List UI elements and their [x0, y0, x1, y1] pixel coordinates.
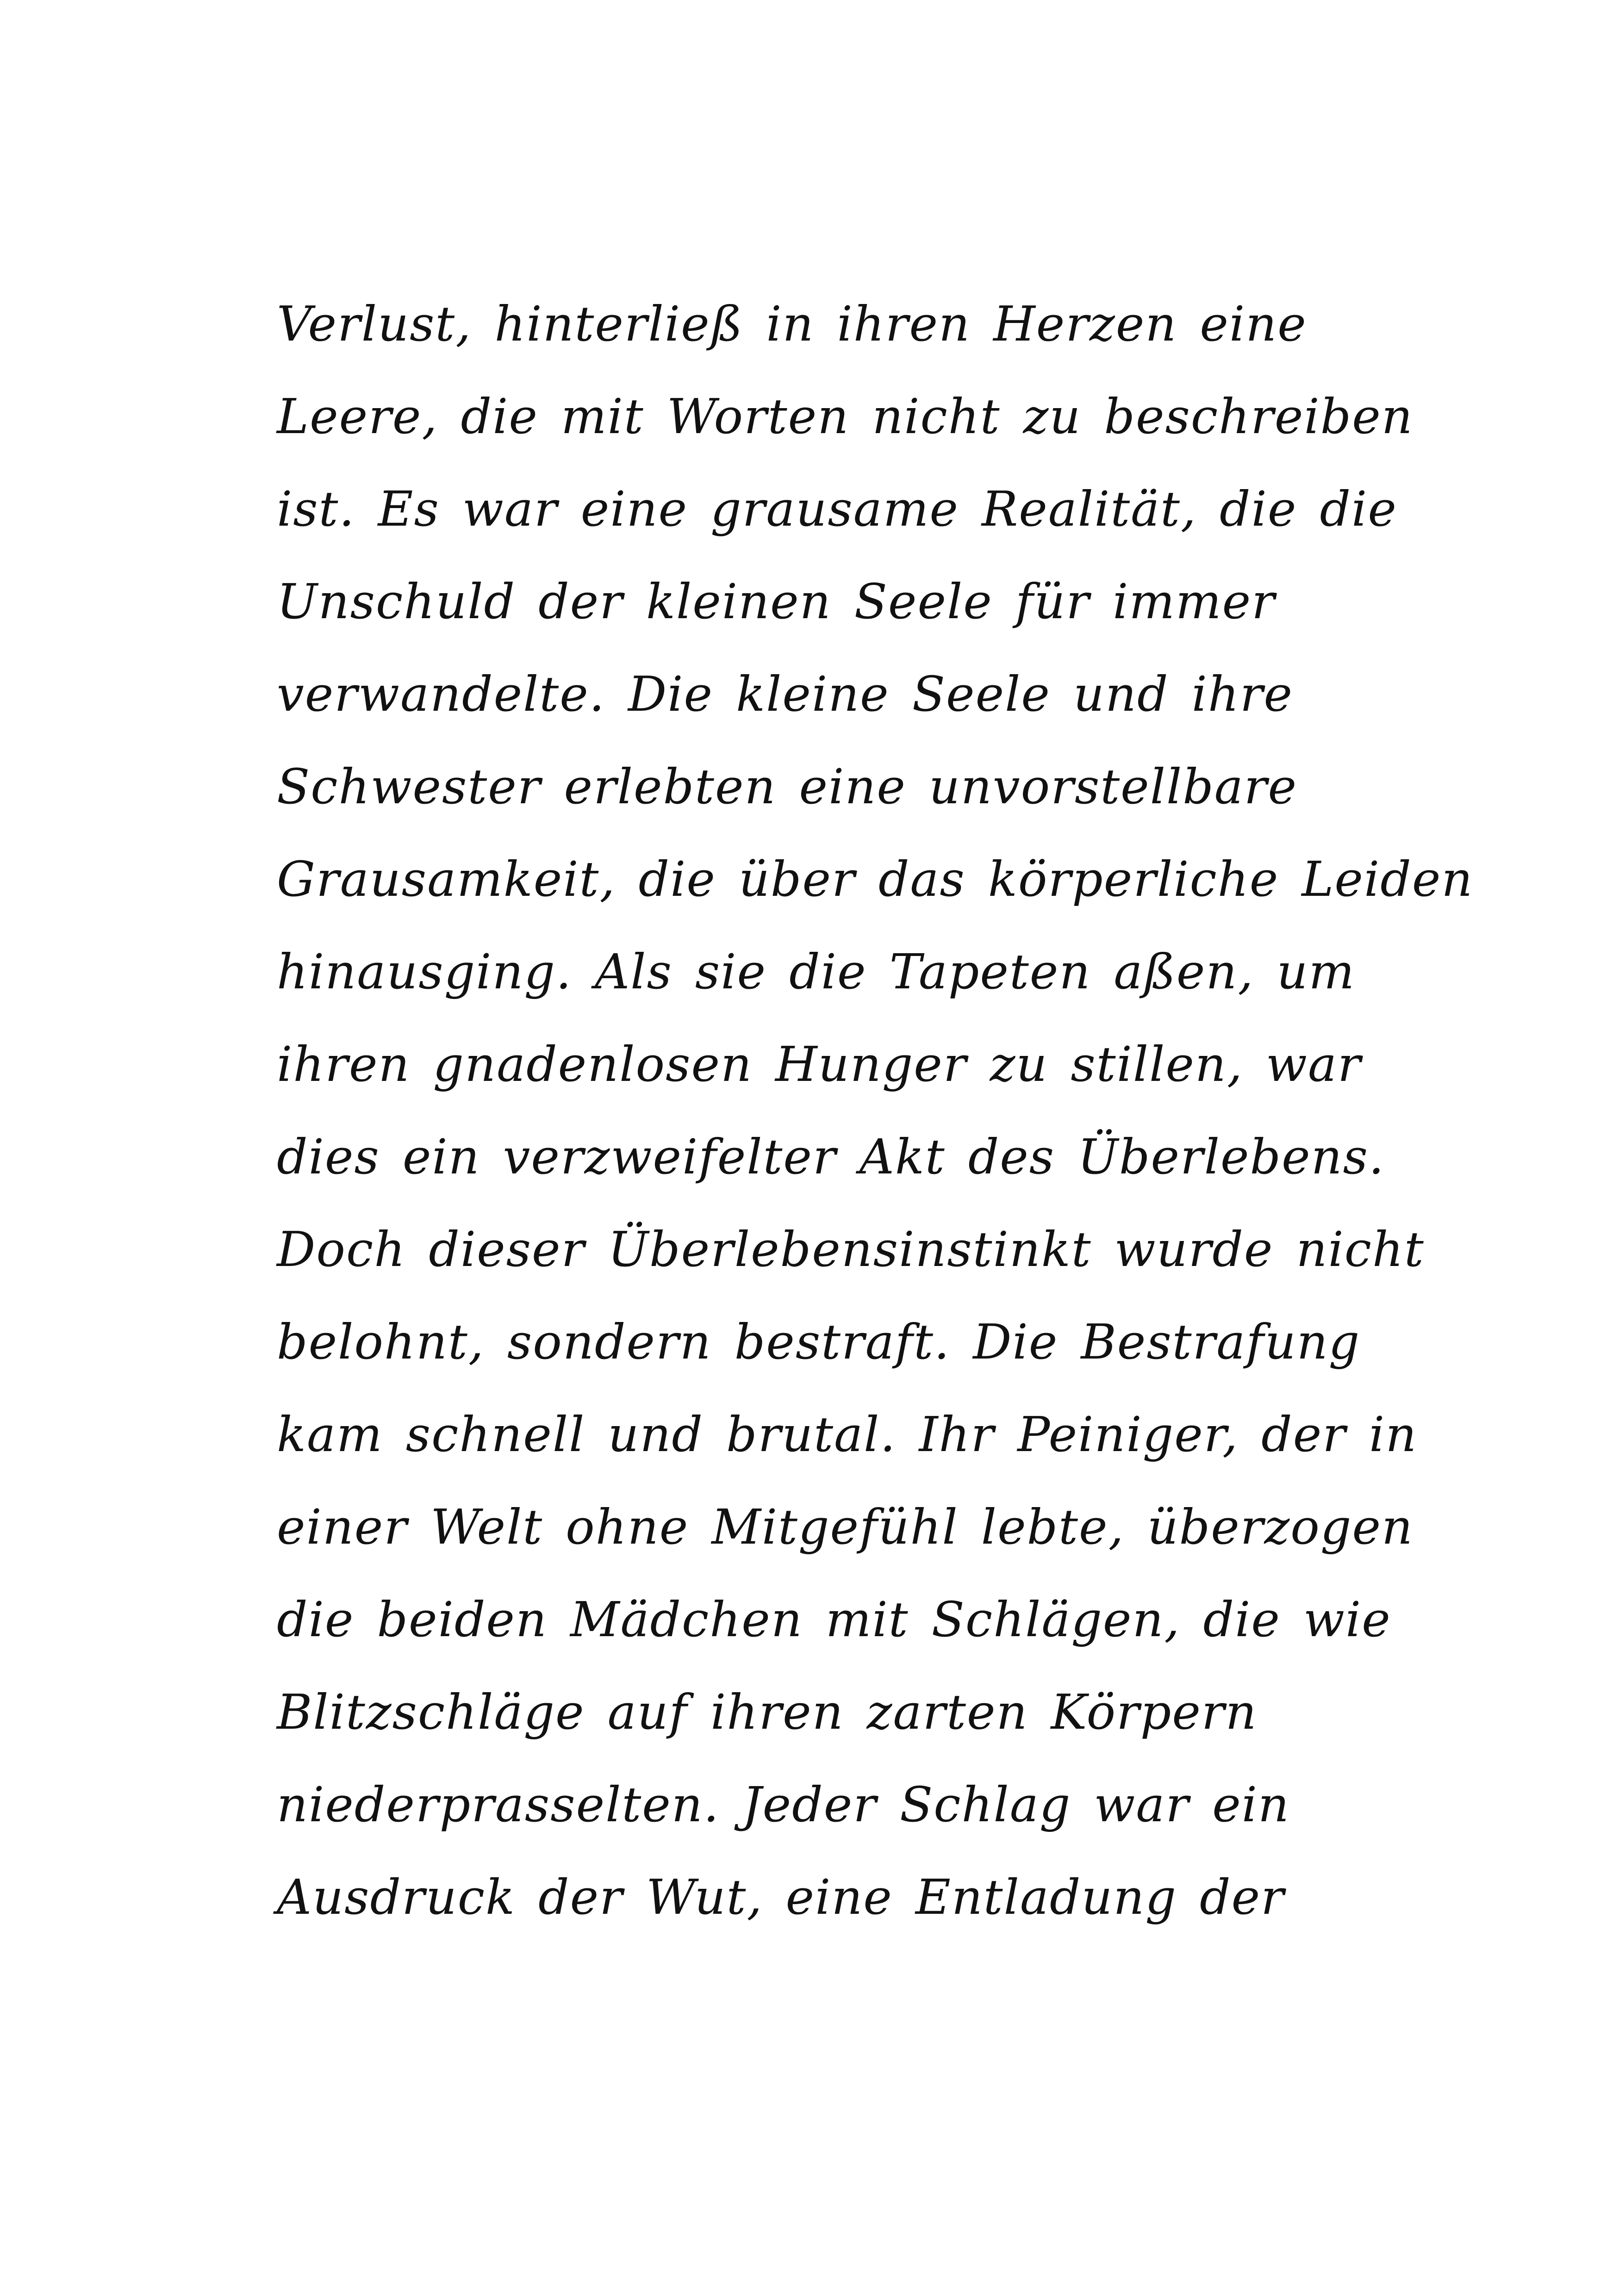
text-line: Leere, die mit Worten nicht zu beschreiben — [277, 388, 1414, 445]
text-line: belohnt, sondern bestraft. Die Bestrafung — [277, 1314, 1361, 1370]
text-line: Verlust, hinterließ in ihren Herzen eine — [277, 296, 1307, 352]
text-line: Ausdruck der Wut, eine Entladung der — [277, 1869, 1285, 1925]
text-line: die beiden Mädchen mit Schlägen, die wie — [277, 1591, 1391, 1648]
text-line: Blitzschläge auf ihren zarten Körpern — [277, 1684, 1258, 1740]
text-line: Grausamkeit, die über das körperliche Leiden — [277, 851, 1474, 907]
body-text — [277, 278, 1474, 1943]
text-line: hinausging. Als sie die Tapeten aßen, um — [277, 943, 1356, 1000]
text-line: kam schnell und brutal. Ihr Peiniger, der in — [277, 1406, 1418, 1463]
text-line: ist. Es war eine grausame Realität, die die — [277, 481, 1397, 537]
text-line: verwandelte. Die kleine Seele und ihre — [277, 666, 1294, 722]
text-line: einer Welt ohne Mitgefühl lebte, überzogen — [277, 1499, 1414, 1555]
text-line: ihren gnadenlosen Hunger zu stillen, war — [277, 1036, 1362, 1092]
text-line: Schwester erlebten eine unvorstellbare — [277, 758, 1298, 815]
text-line: dies ein verzweifelter Akt des Überlebens. — [277, 1129, 1385, 1185]
text-line: Doch dieser Überlebensinstinkt wurde nicht — [277, 1221, 1425, 1278]
text-line: niederprasselten. Jeder Schlag war ein — [277, 1776, 1290, 1833]
text-line: Unschuld der kleinen Seele für immer — [277, 573, 1276, 630]
